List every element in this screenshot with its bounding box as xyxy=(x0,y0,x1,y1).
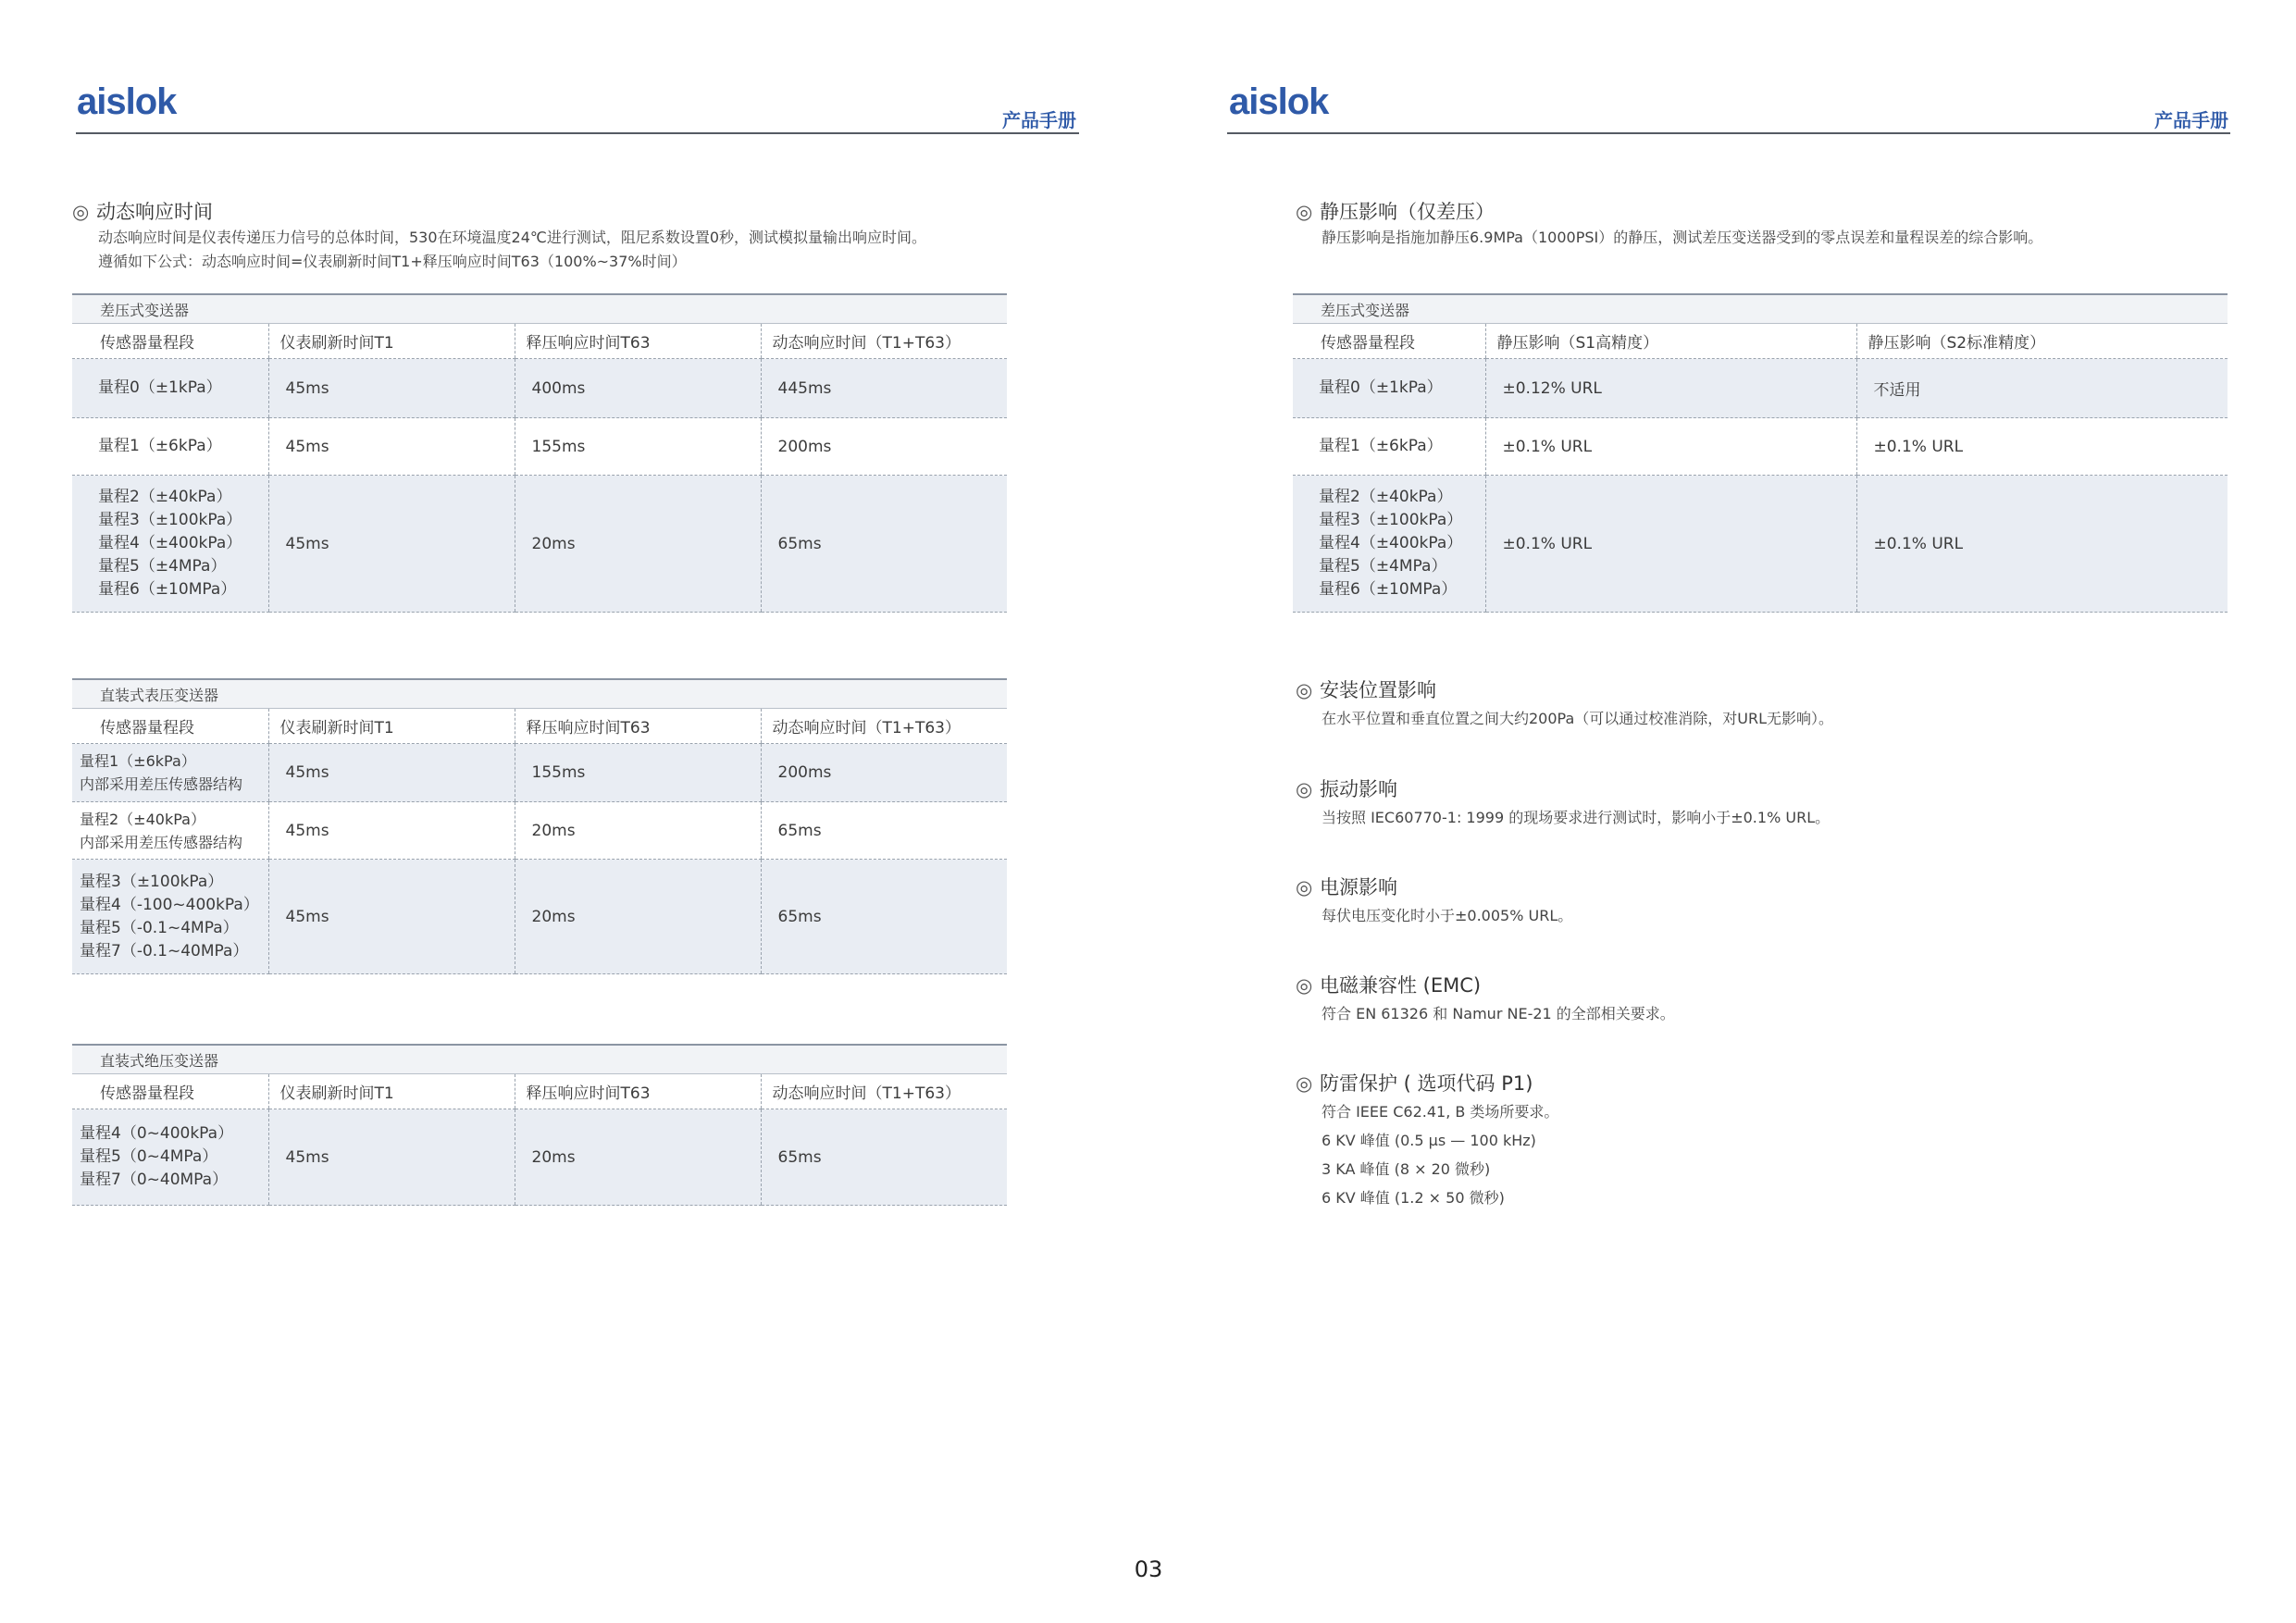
right-page xyxy=(1148,0,2296,1623)
static-pressure-table xyxy=(1293,293,2228,613)
gauge-response-table xyxy=(72,678,1007,974)
bullet-icon: ◎ xyxy=(1296,974,1313,997)
section-title: ◎ 动态响应时间 xyxy=(72,198,926,226)
range-label: 量程2（±40kPa） xyxy=(80,810,205,828)
table-row xyxy=(1293,476,2228,613)
range-note: 内部采用差压传感器结构 xyxy=(80,833,243,851)
range-label: 量程4（±400kPa） xyxy=(1319,534,1463,552)
column-header: 仪表刷新时间T1 xyxy=(268,1074,515,1109)
range-label: 量程2（±40kPa） xyxy=(98,488,232,506)
range-label: 量程0（±1kPa） xyxy=(98,378,222,397)
t1-cell: 45ms xyxy=(268,359,515,418)
section-text: 6 KV 峰值 (0.5 μs — 100 kHz) xyxy=(1322,1132,1536,1149)
column-header: 传感器量程段 xyxy=(72,1074,268,1109)
s1-cell: ±0.1% URL xyxy=(1485,418,1856,476)
mounting-section xyxy=(1296,676,1833,733)
total-cell: 200ms xyxy=(761,744,1007,802)
table-row xyxy=(72,744,1007,802)
range-label: 量程6（±10MPa） xyxy=(98,580,237,599)
section-title: ◎ 防雷保护 ( 选项代码 P1) xyxy=(1296,1070,1558,1097)
range-label: 量程5（±4MPa） xyxy=(1319,557,1447,576)
header-divider xyxy=(1227,132,2230,134)
section-text: 遵循如下公式：动态响应时间=仪表刷新时间T1+释压响应时间T63（100%~37%时间） xyxy=(98,253,687,270)
section-text: 符合 EN 61326 和 Namur NE-21 的全部相关要求。 xyxy=(1322,1005,1675,1022)
range-label: 量程7（0~40MPa） xyxy=(80,1171,229,1189)
range-label: 量程2（±40kPa） xyxy=(1319,488,1453,506)
absolute-response-table xyxy=(72,1044,1007,1206)
total-cell: 65ms xyxy=(761,1109,1007,1206)
t1-cell: 45ms xyxy=(268,802,515,860)
range-label: 量程7（-0.1~40MPa） xyxy=(80,941,249,960)
total-cell: 65ms xyxy=(761,476,1007,613)
column-header: 动态响应时间（T1+T63） xyxy=(761,709,1007,744)
s2-cell: 不适用 xyxy=(1856,359,2228,418)
t63-cell: 20ms xyxy=(515,1109,761,1206)
range-note: 内部采用差压传感器结构 xyxy=(80,775,243,793)
bullet-icon: ◎ xyxy=(1296,876,1313,898)
t63-cell: 155ms xyxy=(515,744,761,802)
section-text: 6 KV 峰值 (1.2 × 50 微秒) xyxy=(1322,1189,1505,1207)
section-title: ◎ 振动影响 xyxy=(1296,775,1830,803)
t1-cell: 45ms xyxy=(268,744,515,802)
brand-logo: aislok xyxy=(1229,81,1329,122)
s1-cell: ±0.12% URL xyxy=(1485,359,1856,418)
s2-cell: ±0.1% URL xyxy=(1856,418,2228,476)
total-cell: 445ms xyxy=(761,359,1007,418)
range-label: 量程3（±100kPa） xyxy=(80,872,224,891)
table-row xyxy=(1293,418,2228,476)
section-title: ◎ 静压影响（仅差压） xyxy=(1148,198,2042,226)
range-label: 量程4（±400kPa） xyxy=(98,534,242,552)
section-title: ◎ 电磁兼容性 (EMC) xyxy=(1296,972,1675,999)
manual-label: 产品手册 xyxy=(1002,109,1076,131)
t1-cell: 45ms xyxy=(268,476,515,613)
s2-cell: ±0.1% URL xyxy=(1856,476,2228,613)
t63-cell: 400ms xyxy=(515,359,761,418)
column-header: 仪表刷新时间T1 xyxy=(268,324,515,359)
bullet-icon: ◎ xyxy=(1296,1072,1313,1095)
column-header: 静压影响（S1高精度） xyxy=(1485,324,1856,359)
table-row xyxy=(72,418,1007,476)
lightning-section xyxy=(1296,1070,1558,1212)
static-pressure-section xyxy=(1296,198,2042,250)
section-text: 静压影响是指施加静压6.9MPa（1000PSI）的静压，测试差压变送器受到的零点误差和量程误差的综合影响。 xyxy=(1322,229,2043,246)
section-text: 在水平位置和垂直位置之间大约200Pa（可以通过校准消除，对URL无影响）。 xyxy=(1322,710,1834,727)
column-header: 释压响应时间T63 xyxy=(515,1074,761,1109)
vibration-section xyxy=(1296,775,1830,832)
t63-cell: 20ms xyxy=(515,476,761,613)
brand-logo: aislok xyxy=(77,81,177,122)
t63-cell: 155ms xyxy=(515,418,761,476)
table-row xyxy=(72,1109,1007,1206)
range-label: 量程1（±6kPa） xyxy=(80,752,196,770)
total-cell: 65ms xyxy=(761,802,1007,860)
section-text: 3 KA 峰值 (8 × 20 微秒) xyxy=(1322,1160,1491,1178)
column-header: 动态响应时间（T1+T63） xyxy=(761,1074,1007,1109)
column-header: 传感器量程段 xyxy=(72,324,268,359)
t1-cell: 45ms xyxy=(268,860,515,974)
table-group-title: 差压式变送器 xyxy=(72,294,1007,324)
range-label: 量程4（-100~400kPa） xyxy=(80,895,259,914)
range-label: 量程5（-0.1~4MPa） xyxy=(80,918,239,937)
section-title: ◎ 电源影响 xyxy=(1296,873,1572,901)
dp-response-table xyxy=(72,293,1007,613)
table-group-title: 差压式变送器 xyxy=(1293,294,2228,324)
bullet-icon: ◎ xyxy=(1296,201,1313,223)
page-number: 03 xyxy=(1134,1556,1163,1582)
column-header: 传感器量程段 xyxy=(1293,324,1485,359)
section-text: 符合 IEEE C62.41, B 类场所要求。 xyxy=(1322,1103,1559,1121)
header-divider xyxy=(76,132,1079,134)
section-title: ◎ 安装位置影响 xyxy=(1296,676,1833,704)
range-label: 量程5（0~4MPa） xyxy=(80,1147,218,1166)
range-label: 量程3（±100kPa） xyxy=(1319,511,1463,529)
manual-label: 产品手册 xyxy=(2154,109,2228,131)
range-label: 量程1（±6kPa） xyxy=(98,437,222,455)
table-row xyxy=(1293,359,2228,418)
column-header: 仪表刷新时间T1 xyxy=(268,709,515,744)
table-row xyxy=(72,359,1007,418)
section-text: 每伏电压变化时小于±0.005% URL。 xyxy=(1322,907,1573,924)
section-text: 当按照 IEC60770-1: 1999 的现场要求进行测试时，影响小于±0.1% URL。 xyxy=(1322,809,1831,826)
range-label: 量程3（±100kPa） xyxy=(98,511,242,529)
table-row xyxy=(72,802,1007,860)
range-label: 量程5（±4MPa） xyxy=(98,557,227,576)
t63-cell: 20ms xyxy=(515,860,761,974)
range-label: 量程1（±6kPa） xyxy=(1319,437,1443,455)
range-label: 量程4（0~400kPa） xyxy=(80,1124,234,1143)
table-row xyxy=(72,476,1007,613)
total-cell: 200ms xyxy=(761,418,1007,476)
table-group-title: 直装式绝压变送器 xyxy=(72,1045,1007,1074)
column-header: 释压响应时间T63 xyxy=(515,324,761,359)
column-header: 静压影响（S2标准精度） xyxy=(1856,324,2228,359)
column-header: 动态响应时间（T1+T63） xyxy=(761,324,1007,359)
section-text: 动态响应时间是仪表传递压力信号的总体时间，530在环境温度24℃进行测试，阻尼系数设置0秒，测试模拟量输出响应时间。 xyxy=(98,229,927,246)
column-header: 传感器量程段 xyxy=(72,709,268,744)
bullet-icon: ◎ xyxy=(1296,778,1313,800)
t1-cell: 45ms xyxy=(268,1109,515,1206)
power-section xyxy=(1296,873,1572,930)
range-label: 量程6（±10MPa） xyxy=(1319,580,1458,599)
column-header: 释压响应时间T63 xyxy=(515,709,761,744)
emc-section xyxy=(1296,972,1675,1028)
table-group-title: 直装式表压变送器 xyxy=(72,679,1007,709)
range-label: 量程0（±1kPa） xyxy=(1319,378,1443,397)
table-row xyxy=(72,860,1007,974)
bullet-icon: ◎ xyxy=(1296,679,1313,701)
bullet-icon: ◎ xyxy=(72,201,90,223)
dynamic-response-section xyxy=(72,198,926,274)
total-cell: 65ms xyxy=(761,860,1007,974)
t1-cell: 45ms xyxy=(268,418,515,476)
t63-cell: 20ms xyxy=(515,802,761,860)
s1-cell: ±0.1% URL xyxy=(1485,476,1856,613)
